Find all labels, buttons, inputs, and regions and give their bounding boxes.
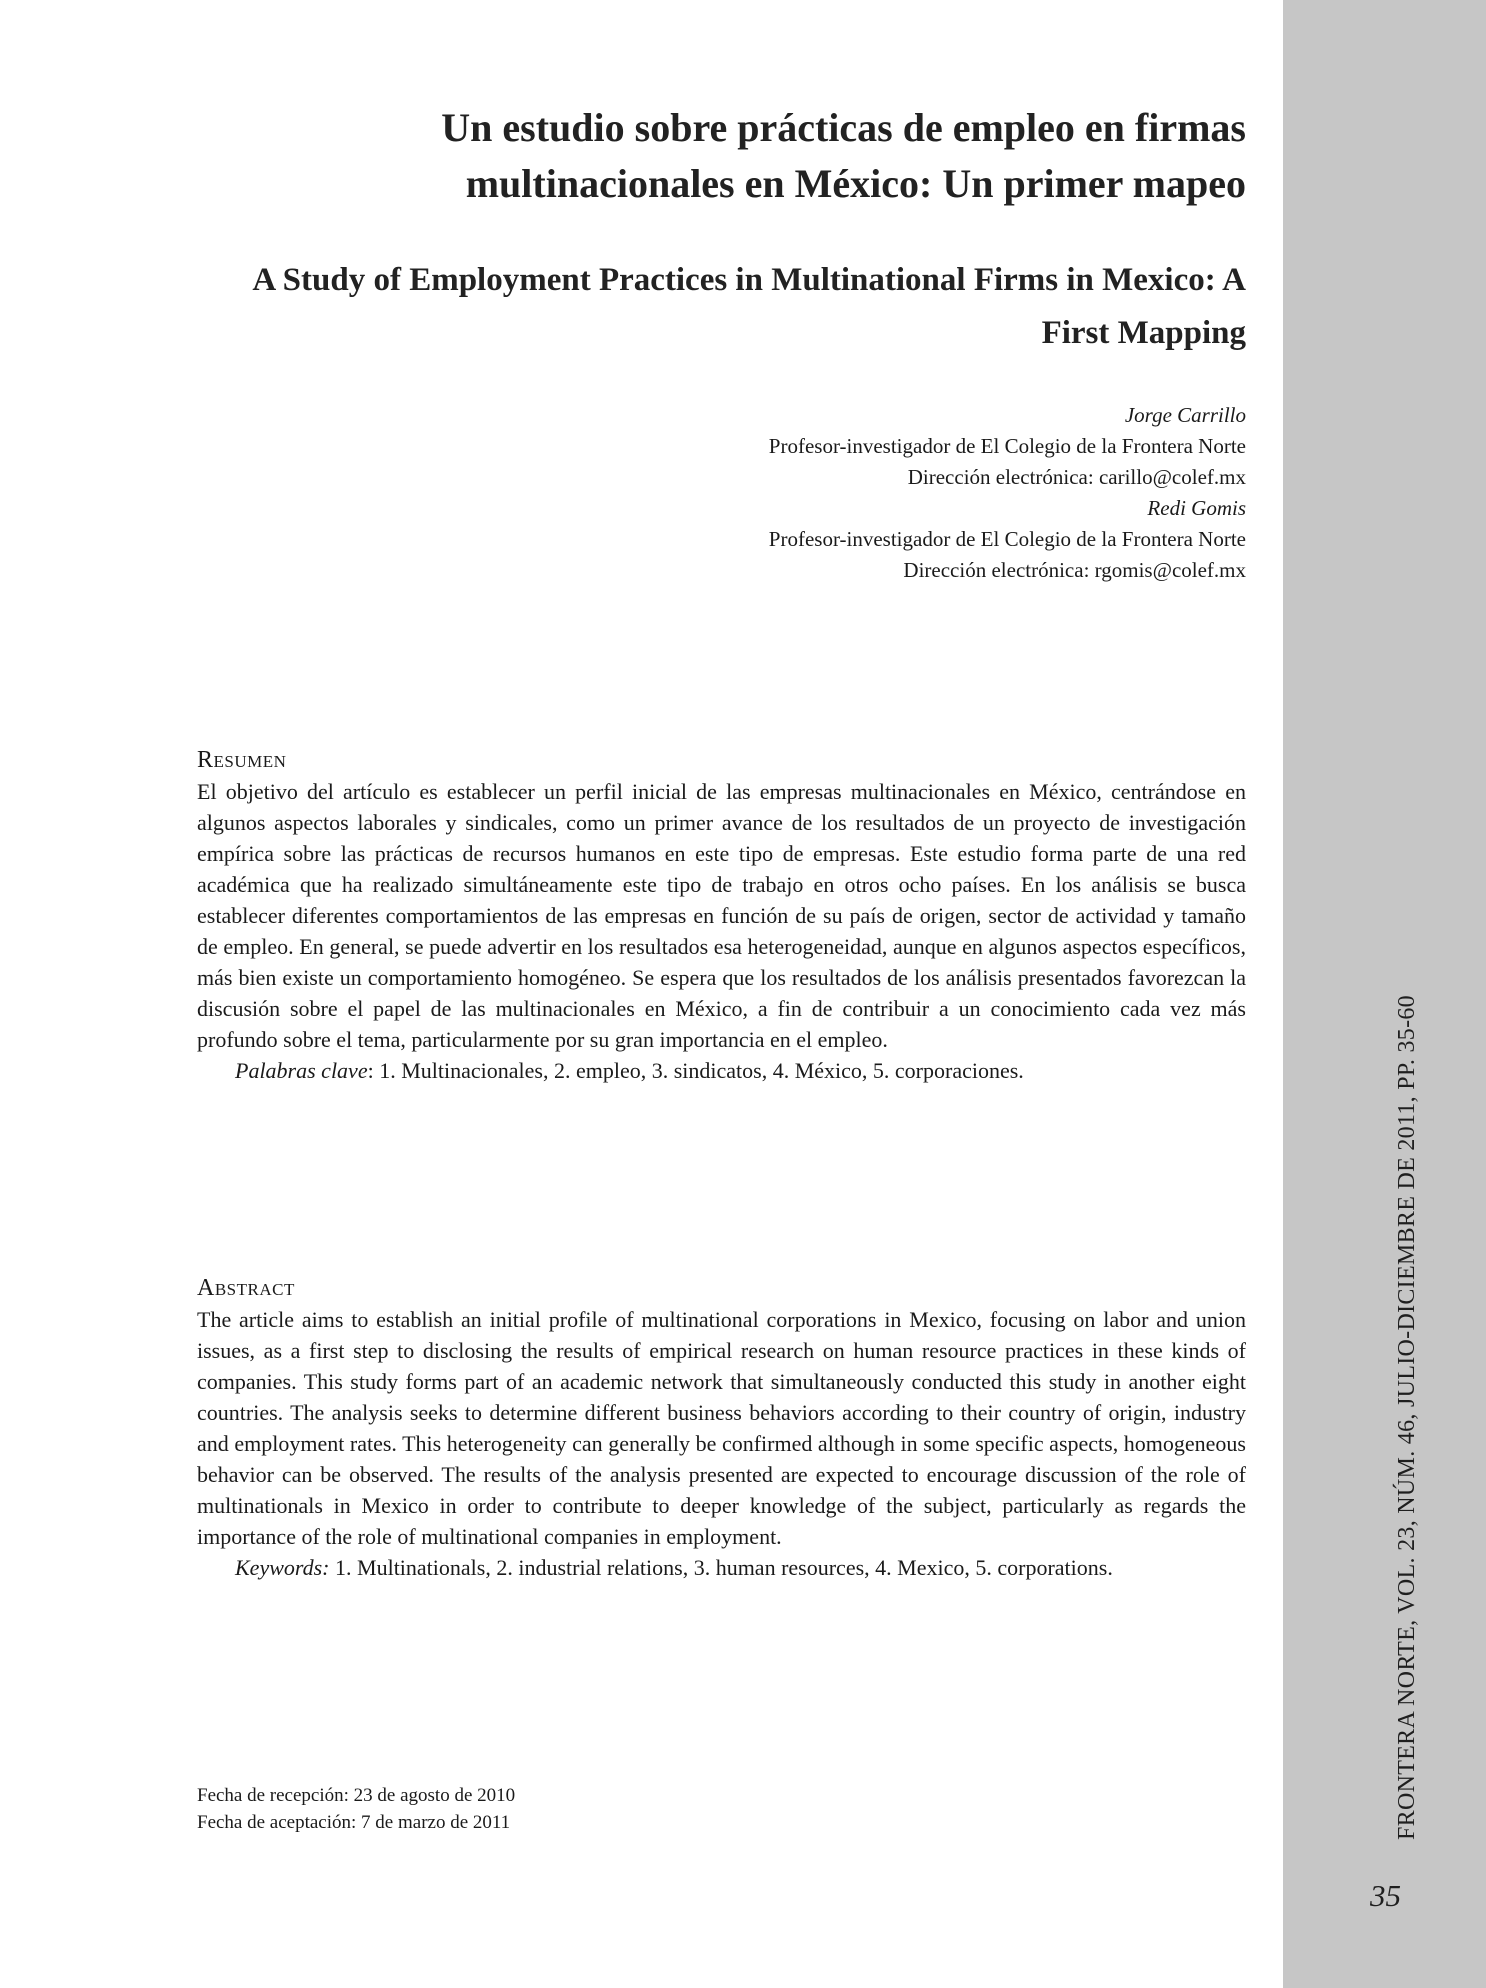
page-number: 35	[1370, 1878, 1401, 1913]
author-name: Redi Gomis	[1147, 496, 1246, 520]
abstract-heading: Abstract	[197, 1275, 295, 1301]
keywords-label: Palabras clave	[235, 1058, 368, 1083]
keywords-label: Keywords:	[235, 1555, 330, 1580]
title-english: A Study of Employment Practices in Multinational Firms in Mexico: A First Mapping	[252, 262, 1246, 351]
side-margin-band	[1283, 0, 1486, 1988]
keywords-list: : 1. Multinacionales, 2. empleo, 3. sindicatos, 4. México, 5. corporaciones.	[367, 1058, 1024, 1083]
keywords-list: 1. Multinationals, 2. industrial relations, 3. human resources, 4. Mexico, 5. corporations.	[329, 1555, 1113, 1580]
author-block	[496, 400, 1246, 586]
date-accepted: Fecha de aceptación: 7 de marzo de 2011	[197, 1812, 511, 1833]
resumen-text: El objetivo del artículo es establecer un perfil inicial de las empresas multinacionales en México, centrándose en algunos aspectos laborales y sindicales, como un primer avance de los resultados de un proyecto de investigación empírica sobre las prácticas de recursos humanos en este tipo de empresas. Este estudio forma parte de una red académica que ha realizado simultáneamente este tipo de trabajo en otros ocho países. En los análisis se busca establecer diferentes comportamientos de las empresas en función de su país de origen, sector de actividad y tamaño de empleo. En general, se puede advertir en los resultados esa heterogeneidad, aunque en algunos aspectos específicos, más bien existe un comportamiento homogéneo. Se espera que los resultados de los análisis presentados favorezcan la discusión sobre el papel de las multinacionales en México, a fin de contribuir a un conocimiento cada vez más profundo sobre el tema, particularmente por su gran importancia en el empleo.	[197, 779, 1246, 1052]
author-name: Jorge Carrillo	[1124, 403, 1246, 427]
title-spanish: Un estudio sobre prácticas de empleo en firmas multinacionales en México: Un primer mapeo	[441, 105, 1246, 206]
date-received: Fecha de recepción: 23 de agosto de 2010	[197, 1785, 516, 1806]
resumen-heading: Resumen	[197, 747, 287, 773]
running-head: FRONTERA NORTE, VOL. 23, NÚM. 46, JULIO-DICIEMBRE DE 2011, PP. 35-60	[1394, 995, 1420, 1840]
article-dates	[197, 1782, 797, 1836]
abstract-text: The article aims to establish an initial profile of multinational corporations in Mexico, focusing on labor and union issues, as a first step to disclosing the results of empirical research on human resource practices in these kinds of companies. This study forms part of an academic network that simultaneously conducted this study in another eight countries. The analysis seeks to determine different business behaviors according to their country of origin, industry and employment rates. This heterogeneity can generally be confirmed although in some specific aspects, homogeneous behavior can be observed. The results of the analysis presented are expected to encourage discussion of the role of multinationals in Mexico in order to contribute to deeper knowledge of the subject, particularly as regards the importance of the role of multinational companies in employment.	[197, 1307, 1246, 1549]
author-email: Dirección electrónica: rgomis@colef.mx	[903, 558, 1246, 582]
abstract-keywords	[197, 1552, 1246, 1583]
abstract-section	[197, 1272, 1246, 1583]
resumen-section	[197, 744, 1246, 1086]
resumen-keywords	[197, 1055, 1246, 1086]
author-affiliation: Profesor-investigador de El Colegio de la Frontera Norte	[768, 527, 1246, 551]
author-affiliation: Profesor-investigador de El Colegio de la Frontera Norte	[768, 434, 1246, 458]
author-email: Dirección electrónica: carillo@colef.mx	[907, 465, 1246, 489]
